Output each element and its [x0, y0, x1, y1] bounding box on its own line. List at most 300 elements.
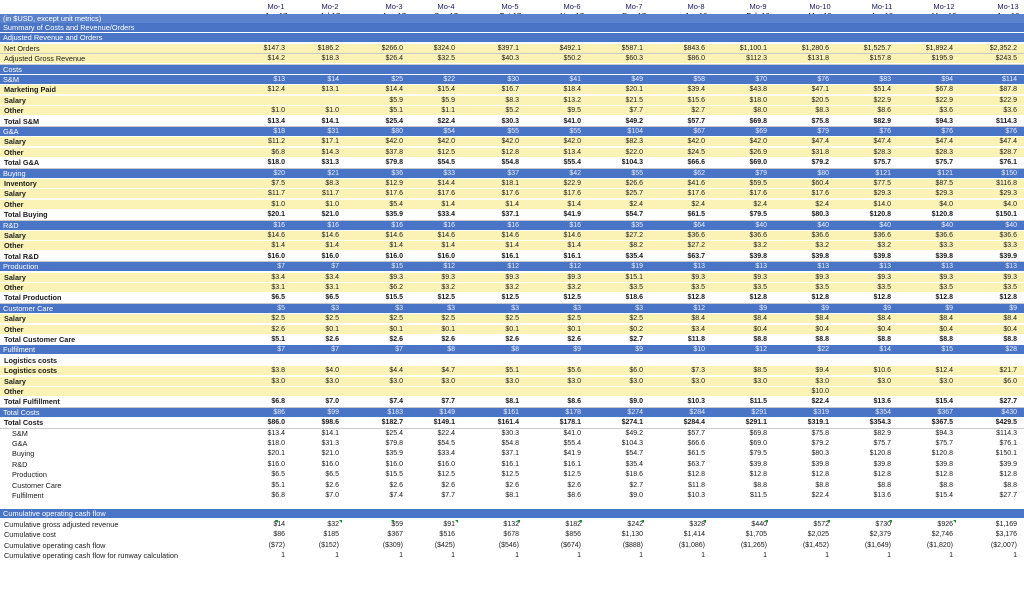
cell-value[interactable]: $77.5	[873, 180, 891, 187]
cell-value[interactable]: $82.3	[625, 138, 643, 146]
cell-value[interactable]: $25.4	[385, 429, 403, 437]
cell-value[interactable]: $3.2	[441, 284, 455, 291]
cell-value[interactable]: $7.7	[441, 492, 455, 499]
cell-value[interactable]: $55	[569, 128, 581, 135]
cell-value[interactable]: $12	[755, 346, 767, 354]
cell-value[interactable]: $5.1	[271, 481, 285, 489]
cell-value[interactable]: $6.5	[325, 471, 339, 479]
cell-value[interactable]: $9.3	[877, 273, 891, 281]
cell-value[interactable]: $37.1	[501, 450, 519, 458]
cell-value[interactable]: $274	[627, 408, 643, 416]
total-row[interactable]	[0, 252, 1024, 261]
cell-value[interactable]: $17.6	[687, 190, 705, 198]
cell-value[interactable]: $12.5	[437, 471, 455, 479]
cell-value[interactable]: $9	[821, 304, 829, 312]
cell-value[interactable]: $87.5	[935, 180, 953, 187]
cell-value[interactable]: $0.2	[629, 325, 643, 333]
cell-value[interactable]: $76.1	[999, 440, 1017, 447]
cell-value[interactable]: $3.5	[691, 284, 705, 291]
cell-value[interactable]: $4.7	[441, 367, 455, 375]
cell-value[interactable]: $3.0	[815, 377, 829, 385]
cell-value[interactable]: $3.3	[939, 242, 953, 250]
cell-value[interactable]: $86	[273, 531, 285, 539]
cell-value[interactable]: $0.1	[441, 325, 455, 333]
cell-value[interactable]: $36.6	[873, 232, 891, 239]
cell-value[interactable]: $28.7	[999, 148, 1017, 156]
cell-value[interactable]: $2.5	[567, 315, 581, 323]
cell-value[interactable]: $17.6	[563, 190, 581, 198]
cell-value[interactable]: $36.6	[811, 232, 829, 239]
cell-value[interactable]: ($1,086)	[678, 541, 705, 549]
cell-value[interactable]: $91	[443, 520, 455, 528]
cell-value[interactable]: $12.8	[687, 294, 705, 302]
cell-value[interactable]: $11.2	[268, 138, 285, 146]
cell-value[interactable]: $926	[937, 520, 953, 528]
cell-value[interactable]: $42.0	[437, 138, 455, 146]
data-row[interactable]	[0, 148, 1024, 157]
cell-value[interactable]: $678	[503, 531, 519, 539]
cell-value[interactable]: $1.0	[325, 107, 339, 115]
cell-value[interactable]: $11.8	[687, 336, 705, 343]
cell-value[interactable]: $66.6	[687, 440, 705, 447]
cell-value[interactable]: $21.0	[321, 211, 339, 219]
cell-value[interactable]: $47.4	[811, 138, 829, 146]
comment-marker-icon[interactable]	[579, 520, 582, 523]
cell-value[interactable]: $492.1	[559, 44, 581, 52]
cell-value[interactable]: $9.4	[815, 367, 829, 375]
cell-value[interactable]: $12.5	[501, 294, 519, 302]
cell-value[interactable]: $55.4	[563, 440, 581, 447]
cell-value[interactable]: $18.4	[563, 86, 581, 94]
cell-value[interactable]: $9.3	[389, 273, 403, 281]
cell-value[interactable]: $319	[813, 408, 829, 416]
cell-value[interactable]: $42.0	[501, 138, 519, 146]
cell-value[interactable]: $157.8	[869, 55, 891, 63]
cell-value[interactable]: $149.1	[433, 419, 455, 427]
cell-value[interactable]: $67	[693, 128, 705, 135]
cell-value[interactable]: ($309)	[382, 541, 403, 549]
cell-value[interactable]: $112.3	[746, 55, 767, 63]
cell-value[interactable]: $13	[755, 263, 767, 271]
data-row[interactable]	[0, 231, 1024, 240]
cell-value[interactable]: $104.3	[621, 440, 643, 447]
cell-value[interactable]: $0.1	[389, 325, 403, 333]
cell-value[interactable]: $21.5	[625, 96, 643, 104]
cell-value[interactable]: $63.7	[687, 252, 705, 260]
cell-value[interactable]: $69.0	[749, 159, 767, 167]
cell-value[interactable]: $15.5	[385, 471, 403, 479]
cell-value[interactable]: $13	[1005, 263, 1017, 271]
cell-value[interactable]: $120.8	[931, 450, 953, 458]
cell-value[interactable]: $47.4	[935, 138, 953, 146]
cell-value[interactable]: $40.3	[501, 55, 519, 63]
cell-value[interactable]: $47.4	[873, 138, 891, 146]
cell-value[interactable]: $16	[391, 221, 403, 229]
cell-value[interactable]: $150	[1001, 169, 1017, 177]
cell-value[interactable]: $3	[635, 304, 643, 312]
cell-value[interactable]: $114	[1001, 76, 1017, 83]
cell-value[interactable]: $9	[945, 304, 953, 312]
section-header-row[interactable]	[0, 33, 1024, 42]
cell-value[interactable]: $5.1	[505, 367, 519, 375]
cell-value[interactable]: $17.6	[811, 190, 829, 198]
comment-marker-icon[interactable]	[641, 520, 644, 523]
cell-value[interactable]: $35.4	[625, 460, 643, 468]
cell-value[interactable]: $43.8	[749, 86, 767, 94]
cell-value[interactable]: $1.4	[325, 242, 339, 250]
cell-value[interactable]: $50.2	[563, 55, 581, 63]
cell-value[interactable]: $9.3	[567, 273, 581, 281]
cell-value[interactable]: $10.6	[873, 367, 891, 375]
cell-value[interactable]: $1.4	[505, 200, 519, 208]
cell-value[interactable]: $79.2	[811, 159, 829, 167]
cell-value[interactable]: $76	[879, 128, 891, 135]
cell-value[interactable]: $8.4	[753, 315, 767, 323]
cell-value[interactable]: 1	[281, 552, 285, 559]
cell-value[interactable]: $8.3	[325, 180, 339, 187]
cell-value[interactable]: $13.4	[267, 117, 285, 125]
cell-value[interactable]: $5.2	[505, 107, 519, 115]
cell-value[interactable]: $367.5	[931, 419, 953, 427]
cell-value[interactable]: $20.1	[625, 86, 643, 94]
cell-value[interactable]: $430	[1001, 408, 1017, 416]
cell-value[interactable]: $9.3	[691, 273, 705, 281]
cell-value[interactable]: $1,414	[683, 531, 705, 539]
data-row[interactable]	[0, 273, 1024, 282]
cell-value[interactable]: $3	[331, 304, 339, 312]
cell-value[interactable]: $13.1	[321, 86, 339, 94]
cell-value[interactable]: $5.9	[441, 96, 455, 104]
cell-value[interactable]: $16.1	[501, 460, 519, 468]
cell-value[interactable]: $3.1	[325, 284, 339, 291]
cell-value[interactable]: $54.7	[625, 450, 643, 458]
cell-value[interactable]: $120.8	[931, 211, 953, 219]
cell-value[interactable]: $16.1	[563, 252, 581, 260]
cell-value[interactable]: $8.4	[815, 315, 829, 323]
cell-value[interactable]: $18.6	[625, 294, 643, 302]
cell-value[interactable]: $16.0	[437, 460, 455, 468]
section-header-row[interactable]	[0, 221, 1024, 230]
comment-marker-icon[interactable]	[953, 520, 956, 523]
cell-value[interactable]: $22.4	[811, 492, 829, 499]
cell-value[interactable]: $10	[693, 346, 705, 354]
cell-value[interactable]: $15.4	[437, 86, 455, 94]
cell-value[interactable]: $12.5	[501, 471, 519, 479]
cell-value[interactable]: $2.6	[441, 336, 455, 343]
cell-value[interactable]: $1,892.4	[925, 44, 953, 52]
cell-value[interactable]: $35.4	[625, 252, 643, 260]
cell-value[interactable]: $178.1	[559, 419, 581, 427]
cell-value[interactable]: $54.8	[501, 159, 519, 167]
section-header-row[interactable]	[0, 169, 1024, 178]
total-row[interactable]	[0, 397, 1024, 406]
cell-value[interactable]: $150.1	[995, 211, 1017, 219]
cell-value[interactable]: $16	[327, 221, 339, 229]
comment-marker-icon[interactable]	[703, 520, 706, 523]
data-row[interactable]	[0, 189, 1024, 198]
cell-value[interactable]: 1	[701, 552, 705, 559]
cell-value[interactable]: $76.1	[999, 159, 1017, 167]
cell-value[interactable]: $1,169	[995, 520, 1017, 528]
cell-value[interactable]: $16.1	[501, 252, 519, 260]
cell-value[interactable]: $16.1	[563, 460, 581, 468]
cell-value[interactable]: $161	[503, 408, 519, 416]
cell-value[interactable]: $354.3	[869, 419, 891, 427]
cell-value[interactable]: $39.8	[749, 460, 767, 468]
cell-value[interactable]: $1.1	[441, 107, 455, 115]
cell-value[interactable]: $2.6	[325, 481, 339, 489]
cell-value[interactable]: $54.8	[501, 440, 519, 447]
cell-value[interactable]: $39.9	[999, 252, 1017, 260]
cell-value[interactable]: $67.8	[935, 86, 953, 94]
data-row[interactable]	[0, 491, 1024, 500]
cell-value[interactable]: $14.2	[267, 55, 285, 63]
data-row[interactable]	[0, 356, 1024, 365]
cell-value[interactable]: $12.5	[437, 294, 455, 302]
cell-value[interactable]: $61.5	[687, 211, 705, 219]
cell-value[interactable]: $79.2	[811, 440, 829, 447]
cell-value[interactable]: $22.0	[625, 148, 643, 156]
cell-value[interactable]: $242	[627, 520, 643, 528]
cell-value[interactable]: $7	[277, 346, 285, 354]
cell-value[interactable]: $69	[755, 128, 767, 135]
cell-value[interactable]: $16	[273, 221, 285, 229]
cell-value[interactable]: $11.5	[750, 492, 767, 499]
cell-value[interactable]: $1,130	[621, 531, 643, 539]
cell-value[interactable]: $12.4	[267, 86, 285, 94]
cell-value[interactable]: $40	[755, 221, 767, 229]
cell-value[interactable]: $3.0	[691, 377, 705, 385]
cell-value[interactable]: $22	[443, 76, 455, 83]
cell-value[interactable]: $40	[879, 221, 891, 229]
cell-value[interactable]: $18.1	[501, 180, 519, 187]
cell-value[interactable]: $25.7	[625, 190, 643, 198]
cell-value[interactable]: ($546)	[498, 541, 519, 549]
cell-value[interactable]: $8.4	[691, 315, 705, 323]
cell-value[interactable]: $2.4	[753, 200, 767, 208]
cell-value[interactable]: $12.5	[437, 148, 455, 156]
cell-value[interactable]: $18.0	[749, 96, 767, 104]
cell-value[interactable]: $0.4	[753, 325, 767, 333]
cell-value[interactable]: $40	[941, 221, 953, 229]
data-row[interactable]	[0, 44, 1024, 53]
cell-value[interactable]: $7	[277, 263, 285, 271]
cell-value[interactable]: $24.5	[687, 148, 705, 156]
section-header-row[interactable]	[0, 127, 1024, 136]
cell-value[interactable]: $7.0	[325, 492, 339, 499]
cell-value[interactable]: $1,525.7	[863, 44, 891, 52]
cell-value[interactable]: $10.3	[687, 492, 705, 499]
cell-value[interactable]: $6.0	[629, 367, 643, 375]
cell-value[interactable]: $12.8	[999, 294, 1017, 302]
cell-value[interactable]: $3.0	[939, 377, 953, 385]
cell-value[interactable]: $13.6	[873, 398, 891, 406]
cell-value[interactable]: $82.9	[873, 429, 891, 437]
cell-value[interactable]: $13.4	[563, 148, 581, 156]
cell-value[interactable]: $28.3	[935, 148, 953, 156]
cell-value[interactable]: 1	[825, 552, 829, 559]
cell-value[interactable]: $8.2	[629, 242, 643, 250]
cell-value[interactable]: $14.6	[563, 232, 581, 239]
data-row[interactable]	[0, 387, 1024, 396]
cell-value[interactable]: $3.0	[877, 377, 891, 385]
cell-value[interactable]: $9	[759, 304, 767, 312]
cell-value[interactable]: $22	[817, 346, 829, 354]
cell-value[interactable]: $30.3	[501, 117, 519, 125]
cell-value[interactable]: $3.5	[753, 284, 767, 291]
cell-value[interactable]: $12.8	[935, 471, 953, 479]
cell-value[interactable]: $2.6	[505, 481, 519, 489]
cell-value[interactable]: $8.8	[753, 336, 767, 343]
data-row[interactable]	[0, 449, 1024, 458]
cell-value[interactable]: $147.3	[263, 44, 285, 52]
cell-value[interactable]: $8.8	[877, 336, 891, 343]
cell-value[interactable]: $1,705	[745, 531, 767, 539]
cell-value[interactable]: $86.0	[267, 419, 285, 427]
cell-value[interactable]: $8.6	[877, 107, 891, 115]
cell-value[interactable]: $14.4	[385, 86, 403, 94]
cell-value[interactable]: $26.4	[385, 55, 403, 63]
cell-value[interactable]: $8.4	[877, 315, 891, 323]
cell-value[interactable]: $9	[883, 304, 891, 312]
cell-value[interactable]: $94	[941, 76, 953, 83]
cell-value[interactable]: $39.8	[873, 252, 891, 260]
cell-value[interactable]: $13	[273, 76, 285, 83]
data-row[interactable]	[0, 85, 1024, 94]
cell-value[interactable]: $59.5	[749, 180, 767, 187]
cell-value[interactable]: $856	[565, 531, 581, 539]
cell-value[interactable]: $12.8	[999, 471, 1017, 479]
cell-value[interactable]: $14.6	[267, 232, 285, 239]
cell-value[interactable]: 1	[335, 552, 339, 559]
cell-value[interactable]: $3.8	[271, 367, 285, 375]
cell-value[interactable]: $33	[443, 169, 455, 177]
comment-marker-icon[interactable]	[517, 520, 520, 523]
cell-value[interactable]: $12.9	[385, 180, 403, 187]
cell-value[interactable]: $12	[443, 263, 455, 271]
cell-value[interactable]: $79.8	[385, 440, 403, 447]
cell-value[interactable]: $35.9	[385, 450, 403, 458]
cell-value[interactable]: $75.7	[935, 159, 953, 167]
cell-value[interactable]: $39.8	[811, 460, 829, 468]
cell-value[interactable]: $9	[635, 346, 643, 354]
cell-value[interactable]: $47.1	[811, 86, 829, 94]
cell-value[interactable]: $3.5	[1003, 284, 1017, 291]
section-header-row[interactable]	[0, 408, 1024, 417]
cell-value[interactable]: $36.6	[749, 232, 767, 239]
cell-value[interactable]: $5.9	[389, 96, 403, 104]
cell-value[interactable]: 1	[451, 552, 455, 559]
cell-value[interactable]: $12.8	[811, 471, 829, 479]
cell-value[interactable]: $14.0	[873, 200, 891, 208]
cell-value[interactable]: $69.8	[749, 429, 767, 437]
cell-value[interactable]: $7.7	[441, 398, 455, 406]
total-row[interactable]	[0, 293, 1024, 302]
cell-value[interactable]: $36	[391, 169, 403, 177]
cell-value[interactable]: $40	[817, 221, 829, 229]
cell-value[interactable]: $49.2	[625, 429, 643, 437]
cell-value[interactable]: 1	[515, 552, 519, 559]
section-header-row[interactable]	[0, 345, 1024, 354]
cell-value[interactable]: $55	[631, 169, 643, 177]
cell-value[interactable]: $0.4	[1003, 325, 1017, 333]
cell-value[interactable]: $0.1	[567, 325, 581, 333]
cell-value[interactable]: $14.6	[437, 232, 455, 239]
cell-value[interactable]: $243.5	[995, 55, 1017, 63]
cell-value[interactable]: $2.6	[389, 481, 403, 489]
cell-value[interactable]: $94.3	[935, 429, 953, 437]
cell-value[interactable]: $31.3	[321, 440, 339, 447]
cell-value[interactable]: $7.4	[389, 398, 403, 406]
cell-value[interactable]: $1.0	[325, 200, 339, 208]
cell-value[interactable]: $12.8	[749, 294, 767, 302]
cell-value[interactable]: $39.8	[811, 252, 829, 260]
cell-value[interactable]: $14.1	[321, 117, 339, 125]
cell-value[interactable]: $182.7	[381, 419, 403, 427]
cell-value[interactable]: $28.3	[873, 148, 891, 156]
cell-value[interactable]: $18	[273, 128, 285, 135]
cell-value[interactable]: $185	[323, 531, 339, 539]
cell-value[interactable]: $16.0	[321, 252, 339, 260]
cell-value[interactable]: $4.4	[389, 367, 403, 375]
cell-value[interactable]: $33.4	[437, 211, 455, 219]
cell-value[interactable]: $15.1	[625, 273, 643, 281]
cell-value[interactable]: $8.8	[1003, 481, 1017, 489]
cell-value[interactable]: $80.3	[811, 211, 829, 219]
cell-value[interactable]: $114.3	[996, 429, 1017, 437]
cell-value[interactable]: $16.0	[385, 252, 403, 260]
cell-value[interactable]: ($1,452)	[802, 541, 829, 549]
cell-value[interactable]: $328	[689, 520, 705, 528]
cell-value[interactable]: $6.5	[271, 294, 285, 302]
cell-value[interactable]: $8.8	[877, 481, 891, 489]
cell-value[interactable]: $16.0	[321, 460, 339, 468]
cell-value[interactable]: $121	[937, 169, 953, 177]
cell-value[interactable]: $1.0	[271, 107, 285, 115]
cell-value[interactable]: $12.8	[687, 471, 705, 479]
cell-value[interactable]: $15	[941, 346, 953, 354]
cell-value[interactable]: $2.5	[505, 315, 519, 323]
section-header-row[interactable]	[0, 23, 1024, 32]
cell-value[interactable]: $429.5	[995, 419, 1017, 427]
cell-value[interactable]: $195.9	[931, 55, 953, 63]
cell-value[interactable]: $87.8	[999, 86, 1017, 94]
cell-value[interactable]: $266.0	[381, 44, 403, 52]
cell-value[interactable]: 1	[399, 552, 403, 559]
cell-value[interactable]: $8.4	[939, 315, 953, 323]
cell-value[interactable]: $69.8	[749, 117, 767, 125]
cell-value[interactable]: $3.4	[325, 273, 339, 281]
cell-value[interactable]: $41.0	[563, 429, 581, 437]
cell-value[interactable]: $13.4	[267, 429, 285, 437]
cell-value[interactable]: $86.0	[687, 55, 705, 63]
cell-value[interactable]: $367	[387, 531, 403, 539]
cell-value[interactable]: $730	[875, 520, 891, 528]
cell-value[interactable]: $13	[817, 263, 829, 271]
cell-value[interactable]: $57.7	[687, 429, 705, 437]
cell-value[interactable]: $131.8	[807, 55, 829, 63]
cell-value[interactable]: $4.0	[325, 367, 339, 375]
cell-value[interactable]: $3	[573, 304, 581, 312]
cell-value[interactable]: $2.6	[271, 325, 285, 333]
comment-marker-icon[interactable]	[391, 520, 394, 523]
cell-value[interactable]: $8.3	[505, 96, 519, 104]
cell-value[interactable]: $8.8	[1003, 336, 1017, 343]
cell-value[interactable]: $64	[693, 221, 705, 229]
cell-value[interactable]: $79	[755, 169, 767, 177]
cell-value[interactable]: $9.3	[1003, 273, 1017, 281]
cell-value[interactable]: $12.8	[873, 471, 891, 479]
